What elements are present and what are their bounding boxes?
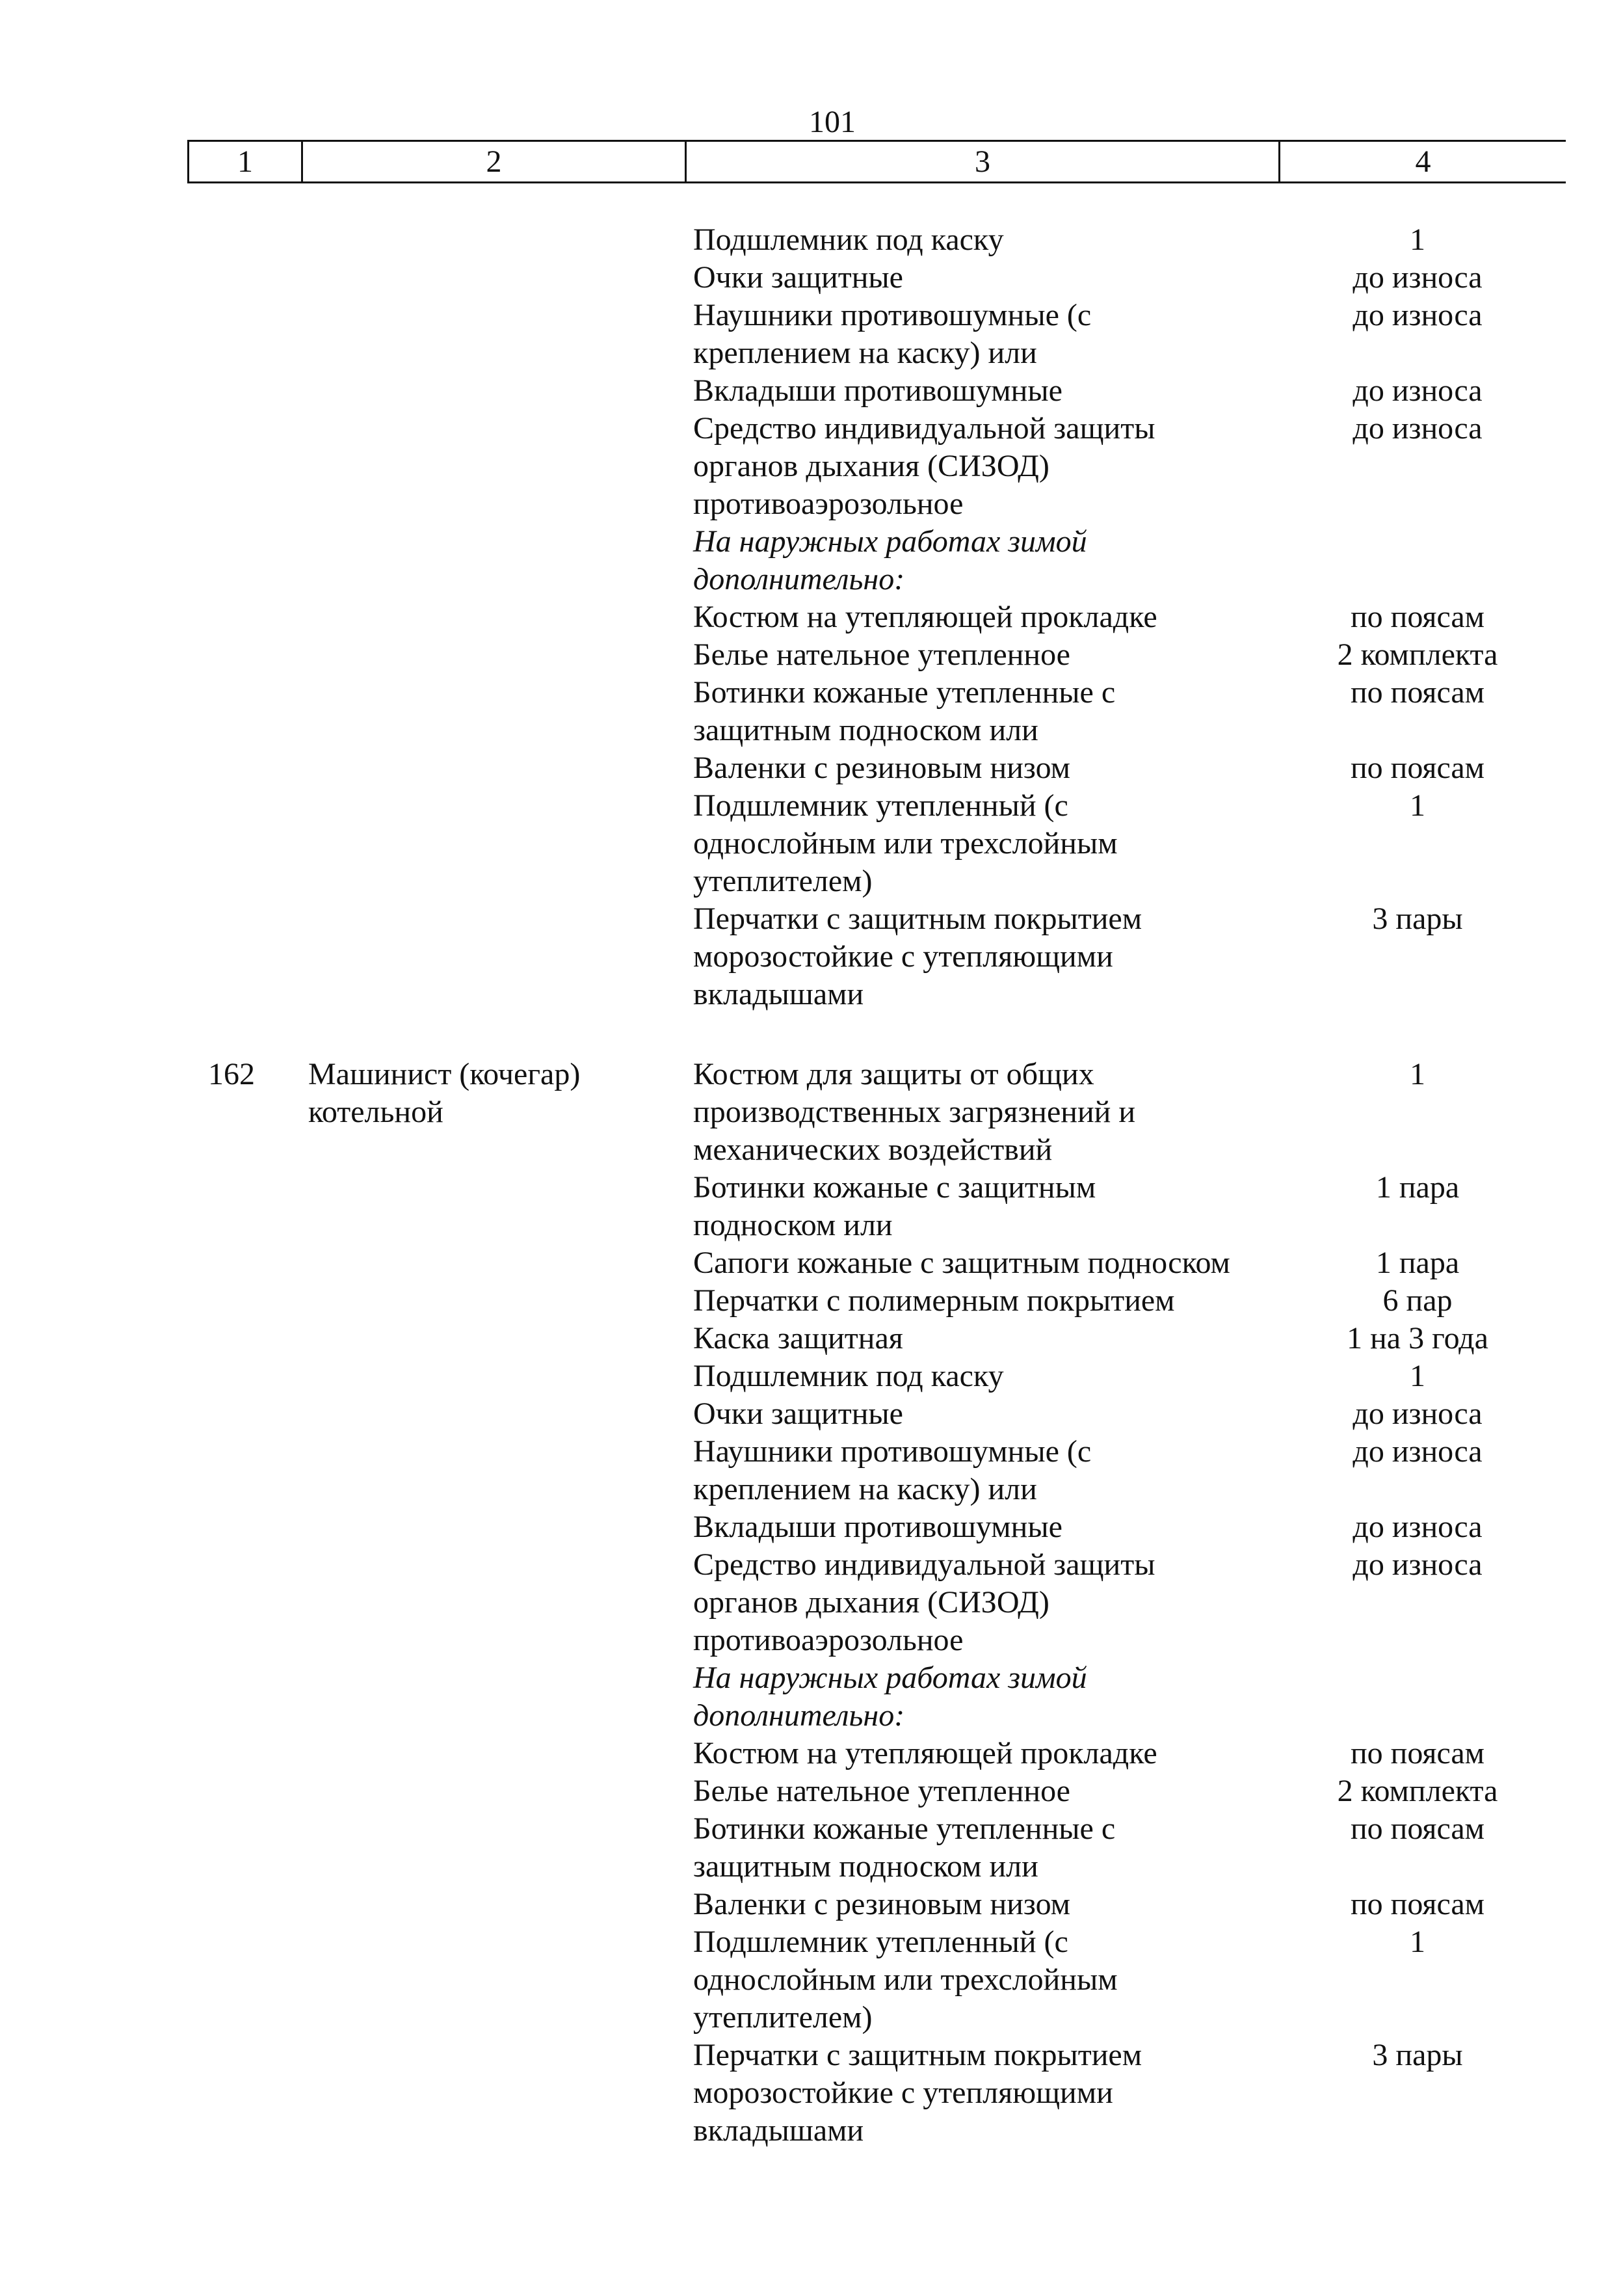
ppe-item-name-line: Костюм на утепляющей прокладке [693, 1736, 1157, 1770]
ppe-item [693, 221, 1343, 259]
ppe-item [693, 674, 1343, 749]
ppe-item [693, 1395, 1343, 1433]
ppe-item [693, 297, 1343, 372]
header-col-2: 2 [303, 142, 687, 181]
ppe-item [693, 1169, 1343, 1244]
ppe-item-name-line: креплением на каску) или [693, 336, 1037, 370]
ppe-item-name-line: утеплителем) [693, 864, 873, 898]
subheading-winter [693, 523, 1343, 598]
ppe-item-name-line: органов дыхания (СИЗОД) [693, 1585, 1049, 1620]
ppe-item-name-line: Валенки с резиновым низом [693, 751, 1071, 785]
ppe-item-name-line: Средство индивидуальной защиты [693, 411, 1155, 446]
ppe-item-quantity: по поясам [1350, 751, 1485, 785]
ppe-item [693, 749, 1343, 787]
ppe-item-name-line: противоаэрозольное [693, 487, 964, 521]
ppe-item [693, 1244, 1343, 1282]
ppe-item-name-line: На наружных работах зимой [693, 524, 1087, 559]
ppe-item-name-line: Костюм для защиты от общих [693, 1057, 1094, 1091]
ppe-item [693, 1282, 1343, 1320]
ppe-item-quantity: 1 на 3 года [1347, 1321, 1488, 1355]
ppe-item-quantity: по поясам [1350, 1736, 1485, 1770]
ppe-item-quantity: 1 пара [1375, 1170, 1460, 1205]
ppe-item-name-line: Валенки с резиновым низом [693, 1887, 1071, 1921]
ppe-item-name-line: Перчатки с защитным покрытием [693, 2038, 1142, 2072]
ppe-item-name-line: Сапоги кожаные с защитным подноском [693, 1246, 1230, 1280]
ppe-item-quantity: 2 комплекта [1337, 637, 1498, 672]
ppe-item [693, 1357, 1343, 1395]
ppe-item-name-line: подноском или [693, 1208, 893, 1242]
ppe-item [693, 1546, 1343, 1659]
ppe-item-quantity: 1 [1410, 1925, 1425, 1959]
ppe-item-name-line: механических воздействий [693, 1132, 1053, 1167]
ppe-item-name-line: вкладышами [693, 2113, 864, 2148]
ppe-item-name-line: Белье нательное утепленное [693, 1774, 1070, 1808]
subheading-winter [693, 1659, 1343, 1735]
ppe-item-name-line: утеплителем) [693, 2000, 873, 2035]
ppe-item-quantity: до износа [1352, 373, 1483, 408]
ppe-item [693, 636, 1343, 674]
ppe-item-name-line: Костюм на утепляющей прокладке [693, 600, 1157, 634]
ppe-item-name-line: дополнительно: [693, 1698, 905, 1733]
ppe-item-name-line: Белье нательное утепленное [693, 637, 1070, 672]
row-number-162: 162 [208, 1057, 255, 1091]
profession-line: Машинист (кочегар) [308, 1057, 581, 1091]
ppe-item [693, 787, 1343, 900]
ppe-item-name-line: Подшлемник под каску [693, 1359, 1004, 1393]
ppe-item-quantity: по поясам [1350, 1887, 1485, 1921]
ppe-item-name-line: органов дыхания (СИЗОД) [693, 449, 1049, 483]
ppe-item-quantity: до износа [1352, 1547, 1483, 1582]
ppe-item-name-line: креплением на каску) или [693, 1472, 1037, 1506]
ppe-item-quantity: по поясам [1350, 675, 1485, 710]
ppe-item [693, 1320, 1343, 1357]
ppe-item [693, 372, 1343, 410]
ppe-item-quantity: до износа [1352, 411, 1483, 446]
ppe-item [693, 1772, 1343, 1810]
ppe-item [693, 1810, 1343, 1886]
ppe-item-quantity: до износа [1352, 1396, 1483, 1431]
ppe-item [693, 1923, 1343, 2036]
ppe-item-name-line: На наружных работах зимой [693, 1661, 1087, 1695]
profession-name [308, 1056, 633, 1131]
ppe-item [693, 1886, 1343, 1923]
ppe-item-name-line: однослойным или трехслойным [693, 1962, 1118, 1997]
ppe-item-name-line: однослойным или трехслойным [693, 826, 1118, 861]
ppe-item [693, 1056, 1343, 1169]
table-header-row [187, 140, 1566, 183]
ppe-item-quantity: 3 пары [1372, 2038, 1463, 2072]
ppe-item-name-line: Ботинки кожаные утепленные с [693, 1811, 1116, 1846]
ppe-item-name-line: защитным подноском или [693, 713, 1038, 747]
ppe-item-quantity: 1 [1410, 788, 1425, 823]
ppe-item-name-line: Перчатки с полимерным покрытием [693, 1283, 1175, 1318]
profession-line: котельной [308, 1095, 443, 1129]
ppe-item [693, 1433, 1343, 1508]
ppe-item-name-line: противоаэрозольное [693, 1623, 964, 1657]
ppe-item-quantity: до износа [1352, 298, 1483, 332]
ppe-item-quantity: 1 [1410, 1359, 1425, 1393]
ppe-item-name-line: Вкладыши противошумные [693, 1510, 1062, 1544]
header-col-1: 1 [189, 142, 303, 181]
ppe-item [693, 2036, 1343, 2150]
ppe-item-name-line: вкладышами [693, 977, 864, 1011]
page-number: 101 [809, 105, 856, 139]
ppe-item-name-line: Подшлемник утепленный (с [693, 1925, 1068, 1959]
ppe-item-name-line: Подшлемник утепленный (с [693, 788, 1068, 823]
ppe-item-quantity: до износа [1352, 1510, 1483, 1544]
ppe-item [693, 1735, 1343, 1772]
ppe-item-quantity: до износа [1352, 1434, 1483, 1469]
ppe-item-name-line: защитным подноском или [693, 1849, 1038, 1884]
ppe-item-name-line: Наушники противошумные (с [693, 298, 1092, 332]
ppe-item-quantity: 6 пар [1382, 1283, 1453, 1318]
ppe-item-name-line: Ботинки кожаные с защитным [693, 1170, 1096, 1205]
ppe-item [693, 900, 1343, 1013]
header-col-4: 4 [1415, 144, 1431, 179]
section-items-continued [693, 221, 1343, 1013]
ppe-item-name-line: Очки защитные [693, 1396, 903, 1431]
ppe-item-name-line: Подшлемник под каску [693, 222, 1004, 257]
ppe-item-name-line: морозостойкие с утепляющими [693, 2076, 1113, 2110]
ppe-item-quantity: 3 пары [1372, 901, 1463, 936]
ppe-item [693, 259, 1343, 297]
ppe-item-name-line: Ботинки кожаные утепленные с [693, 675, 1116, 710]
section-items-162 [693, 1056, 1343, 2150]
ppe-item-quantity: 1 [1410, 222, 1425, 257]
ppe-item [693, 410, 1343, 523]
ppe-item [693, 598, 1343, 636]
ppe-item-quantity: по поясам [1350, 1811, 1485, 1846]
header-col-3: 3 [687, 142, 1280, 181]
ppe-item-name-line: Средство индивидуальной защиты [693, 1547, 1155, 1582]
ppe-item-name-line: Наушники противошумные (с [693, 1434, 1092, 1469]
ppe-item-quantity: 1 [1410, 1057, 1425, 1091]
ppe-item-name-line: дополнительно: [693, 562, 905, 596]
ppe-item-name-line: Очки защитные [693, 260, 903, 295]
ppe-item-quantity: по поясам [1350, 600, 1485, 634]
ppe-item-name-line: морозостойкие с утепляющими [693, 939, 1113, 974]
ppe-item-name-line: производственных загрязнений и [693, 1095, 1136, 1129]
ppe-item-name-line: Вкладыши противошумные [693, 373, 1062, 408]
ppe-item-quantity: 2 комплекта [1337, 1774, 1498, 1808]
ppe-item-quantity: до износа [1352, 260, 1483, 295]
ppe-item-name-line: Каска защитная [693, 1321, 903, 1355]
ppe-item-quantity: 1 пара [1375, 1246, 1460, 1280]
ppe-item-name-line: Перчатки с защитным покрытием [693, 901, 1142, 936]
ppe-item [693, 1508, 1343, 1546]
